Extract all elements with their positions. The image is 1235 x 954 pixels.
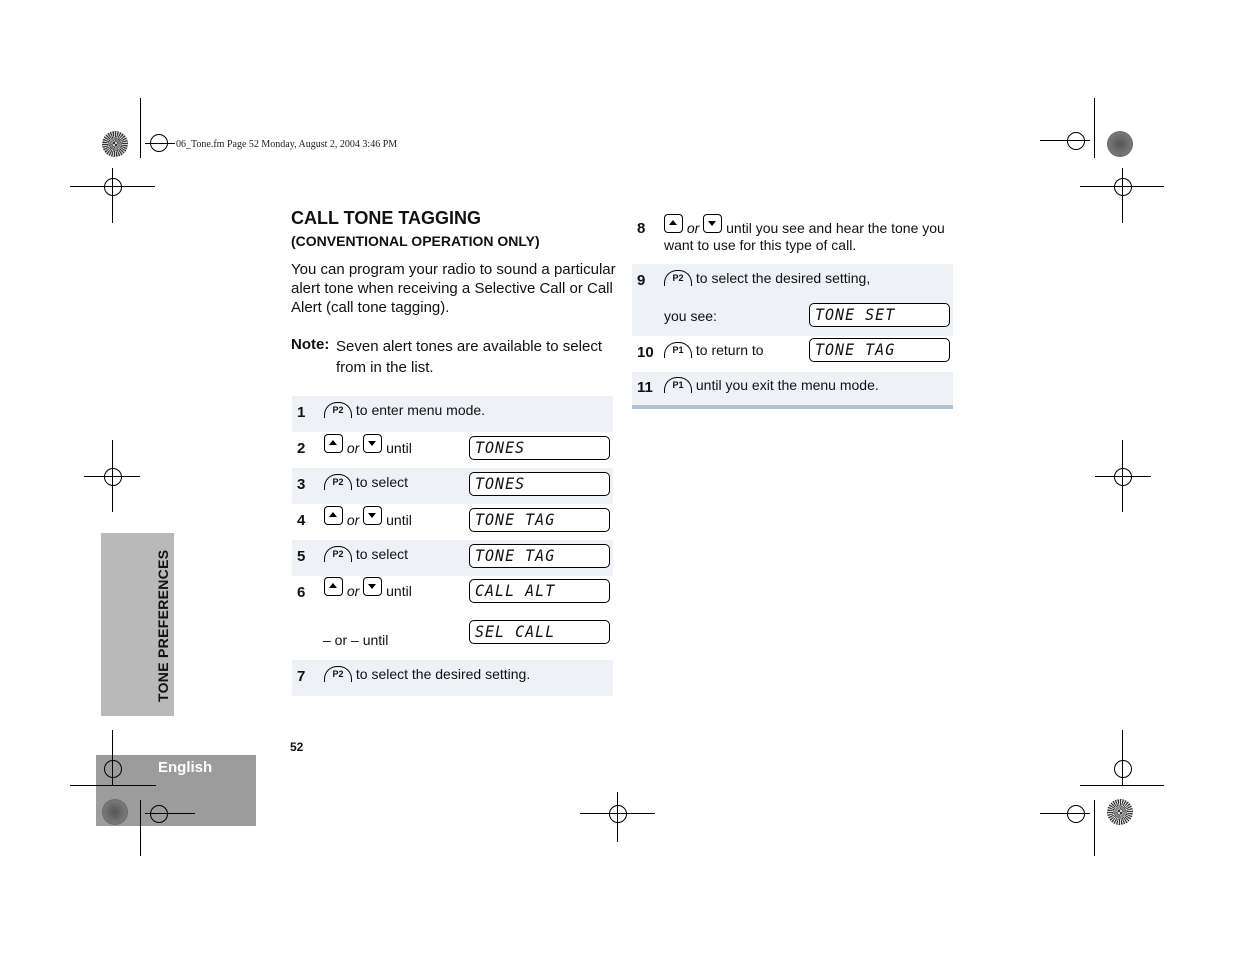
registration-target-icon (104, 760, 122, 778)
step-text: until (386, 440, 412, 456)
registration-wheel-icon (102, 799, 128, 825)
step-instruction (324, 506, 412, 528)
registration-target-icon (609, 805, 627, 823)
step-alt-text: – or – until (323, 632, 389, 648)
section-title: CALL TONE TAGGING (291, 208, 482, 228)
step-instruction (664, 270, 870, 286)
lcd-display (469, 620, 610, 644)
p2-button-icon: P2 (664, 270, 692, 286)
step-number: 4 (297, 512, 306, 529)
p2-button-icon: P2 (324, 666, 352, 682)
step-number: 3 (297, 476, 306, 493)
lcd-text: TONE TAG (475, 510, 556, 530)
down-arrow-button-icon (363, 506, 382, 525)
registration-wheel-icon (1107, 131, 1133, 157)
registration-target-icon (1067, 805, 1085, 823)
step-instruction (664, 377, 879, 393)
lcd-display (469, 472, 610, 496)
lcd-display (809, 303, 950, 327)
language-label: English (158, 759, 213, 776)
lcd-text: TONE TAG (475, 546, 556, 566)
p2-button-icon: P2 (324, 474, 352, 490)
step-number: 6 (297, 584, 306, 601)
lcd-display (469, 508, 610, 532)
down-arrow-button-icon (363, 577, 382, 596)
lcd-text: CALL ALT (475, 581, 556, 601)
p2-button-icon: P2 (324, 546, 352, 562)
step-instruction (664, 214, 945, 236)
step-text: to select the desired setting, (695, 270, 871, 286)
registration-target-icon (1114, 468, 1132, 486)
step-number: 8 (637, 220, 646, 237)
step-text: to select the desired setting. (355, 666, 531, 682)
registration-wheel-icon (1107, 799, 1133, 825)
registration-target-icon (150, 805, 168, 823)
lcd-text: TONE TAG (815, 340, 896, 360)
or-word: or (346, 512, 360, 528)
step-number: 5 (297, 548, 306, 565)
lcd-text: TONES (475, 474, 526, 494)
lcd-display (469, 579, 610, 603)
step-text-continued: want to use for this type of call. (664, 237, 857, 253)
section-subtitle: (CONVENTIONAL OPERATION ONLY) (291, 233, 540, 249)
table-end-bar (632, 405, 953, 409)
step-see-text: you see: (664, 308, 717, 324)
up-arrow-button-icon (324, 506, 343, 525)
step-number: 10 (637, 344, 654, 361)
step-instruction (324, 402, 485, 418)
lcd-text: TONE SET (815, 305, 896, 325)
registration-target-icon (1114, 760, 1132, 778)
step-text: until you see and hear the tone you (726, 220, 945, 236)
registration-target-icon (150, 134, 168, 152)
step-number: 2 (297, 440, 306, 457)
step-text: to return to (695, 342, 764, 358)
lcd-display (469, 436, 610, 460)
lcd-display (809, 338, 950, 362)
note-label: Note: (291, 336, 330, 353)
step-number: 1 (297, 404, 306, 421)
up-arrow-button-icon (324, 434, 343, 453)
intro-paragraph: You can program your radio to sound a particular alert tone when receiving a Selective Call or Call Alert (call tone tagging). (291, 261, 616, 316)
or-word: or (346, 440, 360, 456)
up-arrow-button-icon (664, 214, 683, 233)
or-word: or (346, 583, 360, 599)
page-number: 52 (290, 740, 304, 754)
p1-button-icon: P1 (664, 377, 692, 393)
up-arrow-button-icon (324, 577, 343, 596)
lcd-display (469, 544, 610, 568)
step-text: to enter menu mode. (355, 402, 486, 418)
step-text: until you exit the menu mode. (695, 377, 879, 393)
step-number: 11 (637, 379, 653, 396)
lcd-text: TONES (475, 438, 526, 458)
registration-wheel-icon (102, 131, 128, 157)
step-text: until (386, 512, 412, 528)
side-tab-label: TONE PREFERENCES (155, 549, 171, 702)
step-number: 9 (637, 272, 646, 289)
step-instruction (664, 342, 764, 358)
step-instruction (324, 546, 408, 562)
registration-target-icon (1114, 178, 1132, 196)
registration-target-icon (104, 178, 122, 196)
registration-target-icon (1067, 132, 1085, 150)
step-number: 7 (297, 668, 306, 685)
step-instruction (324, 434, 412, 456)
p1-button-icon: P1 (664, 342, 692, 358)
p2-button-icon: P2 (324, 402, 352, 418)
or-word: or (686, 220, 700, 236)
step-instruction (324, 666, 530, 682)
down-arrow-button-icon (363, 434, 382, 453)
registration-target-icon (104, 468, 122, 486)
header-stamp: 06_Tone.fm Page 52 Monday, August 2, 2004 3:46 PM (176, 139, 398, 150)
down-arrow-button-icon (703, 214, 722, 233)
step-text: to select (355, 474, 409, 490)
step-text: until (386, 583, 412, 599)
step-instruction (324, 474, 408, 490)
step-text: to select (355, 546, 409, 562)
step-instruction (324, 577, 412, 599)
lcd-text: SEL CALL (475, 622, 556, 642)
note-text: Seven alert tones are available to select from in the list. (336, 338, 602, 376)
